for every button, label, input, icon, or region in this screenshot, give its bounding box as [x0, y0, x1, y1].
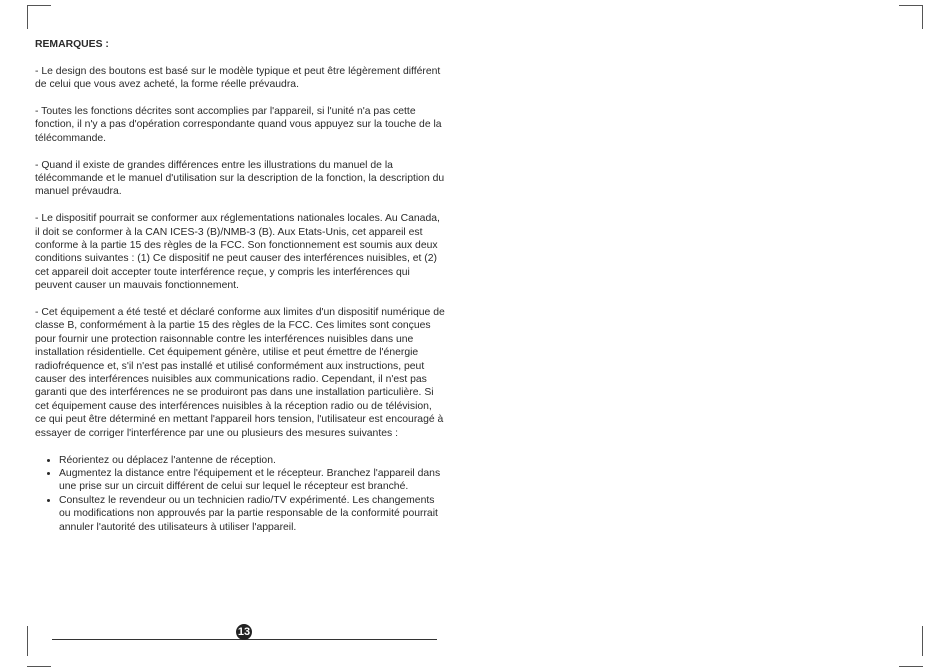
- crop-mark-bottom-right-h: [899, 666, 923, 667]
- list-item: • Réorientez ou déplacez l'antenne de réception.: [59, 454, 445, 467]
- remark-paragraph: - Cet équipement a été testé et déclaré conforme aux limites d'un dispositif numérique de classe B, conformément à la partie 15 des règles de la FCC. Ces limites sont conçues pour fournir une protection raisonnable contre les interférences nuisibles dans une installation résidentielle. Cet équipement génère, utilise et peut émettre de l'énergie radiofréquence et, s'il n'est pas installé et utilisé conformément aux instructions, peut causer des interférences nuisibles aux communications radio. Cependant, il n'est pas garanti que des interférences ne se produiront pas dans une installation particulière. Si cet équipement cause des interférences nuisibles à la réception radio ou de télévision, ce qui peut être déterminé en mettant l'appareil hors tension, l'utilisateur est encouragé à essayer de corriger l'interférence par une ou plusieurs des mesures suivantes :: [35, 307, 445, 439]
- remark-paragraph: - Toutes les fonctions décrites sont accomplies par l'appareil, si l'unité n'a pas cette fonction, il n'y a pas d'opération correspondante quand vous appuyez sur la touche de la télécommande.: [35, 106, 442, 144]
- crop-mark-bottom-left-v: [27, 626, 28, 656]
- measures-list: [35, 454, 445, 534]
- crop-mark-top-left-v: [27, 5, 28, 29]
- crop-mark-top-right-h: [899, 5, 923, 6]
- crop-mark-bottom-right-v: [922, 626, 923, 656]
- remark-paragraph: - Le dispositif pourrait se conformer aux réglementations nationales locales. Au Canada, il doit se conformer à la CAN ICES-3 (B)/NMB-3 (B). Aux Etats-Unis, cet appareil est conforme à la partie 15 des règles de la FCC. Son fonctionnement est soumis aux deux conditions suivantes : (1) Ce dispositif ne peut causer des interférences nuisibles, et (2) cet appareil doit accepter toute interférence reçue, y compris les interférences qui peuvent causer un mauvais fonctionnement.: [35, 213, 440, 292]
- remarks-heading: REMARQUES :: [35, 39, 109, 50]
- crop-mark-bottom-left-h: [27, 666, 51, 667]
- remarks-section: [35, 38, 445, 534]
- remark-paragraph: - Le design des boutons est basé sur le modèle typique et peut être légèrement différent de celui que vous avez acheté, la forme réelle prévaudra.: [35, 65, 441, 91]
- list-item: • Augmentez la distance entre l'équipement et le récepteur. Branchez l'appareil dans une prise sur un circuit différent de celui sur lequel le récepteur est branché.: [59, 467, 445, 494]
- crop-mark-top-right-v: [922, 5, 923, 29]
- crop-mark-top-left-h: [27, 5, 51, 6]
- list-item: • Consultez le revendeur ou un technicien radio/TV expérimenté. Les changements ou modifications non approuvés par la partie responsable de la conformité pourrait annuler l'autorité des utilisateurs à utiliser l'appareil.: [59, 494, 445, 534]
- remark-paragraph: - Quand il existe de grandes différences entre les illustrations du manuel de la télécommande et le manuel d'utilisation sur la description de la fonction, la description du manuel prévaudra.: [35, 159, 445, 198]
- page-number: 13: [237, 626, 251, 638]
